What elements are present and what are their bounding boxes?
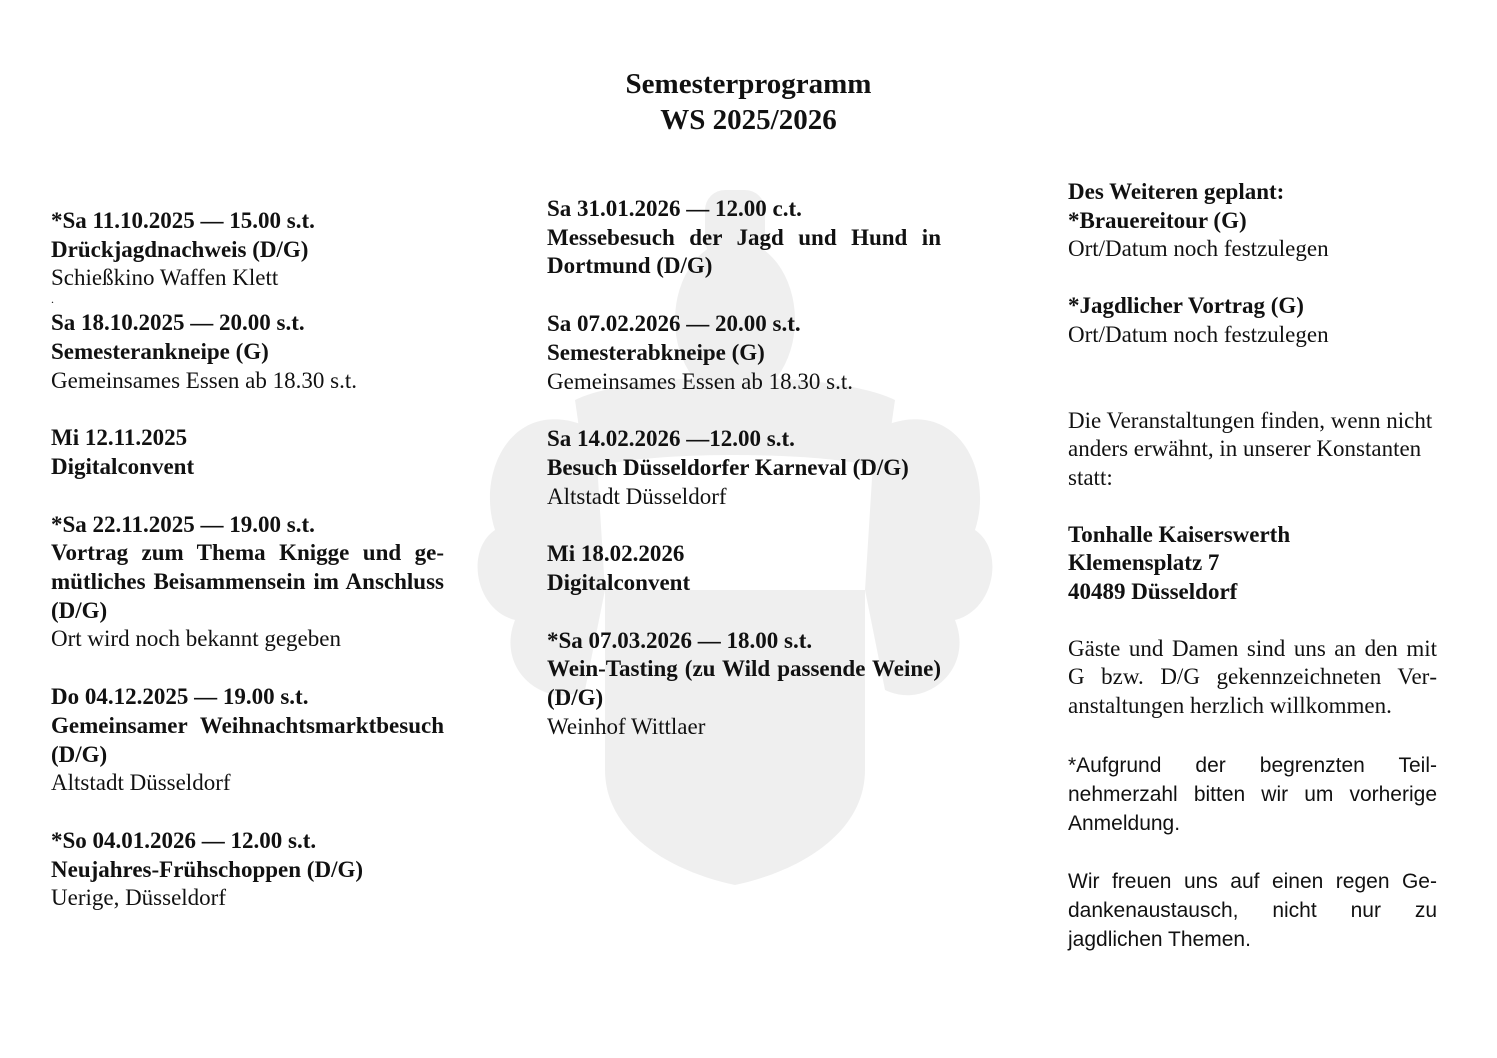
event-title: Neujahres-Frühschoppen (D/G) (51, 856, 364, 882)
event-location: Altstadt Düsseldorf (51, 770, 231, 796)
planned-title: *Jagdlicher Vortrag (G) (1068, 293, 1304, 319)
event-title: Messebesuch der Jagd und Hund in Dortmund (D/G) (547, 224, 941, 279)
event-location: Schießkino Waffen Klett (51, 265, 279, 291)
planned-title: *Brauereitour (G) (1068, 207, 1247, 233)
event-title: Drückjagdnachweis (D/G) (51, 236, 309, 262)
info-column-right (1068, 178, 1437, 954)
event-date: *Sa 07.03.2026 — 18.00 s.t. (547, 627, 813, 653)
event-title: Digitalconvent (547, 570, 691, 596)
registration-note: *Aufgrund der begrenzten Teilnehmerzahl bitten wir um vorherige Anmeldung. (1068, 753, 1437, 835)
venue-street: Klemensplatz 7 (1068, 550, 1220, 576)
page-title: Semesterprogramm (625, 68, 872, 100)
venue-name: Tonhalle Kaiserswerth (1068, 521, 1291, 547)
planned-location: Ort/Datum noch festzulegen (1068, 236, 1329, 262)
event-location: Ort wird noch bekannt gegeben (51, 626, 341, 652)
event-location: Weinhof Wittlaer (547, 713, 706, 739)
event-date: Sa 07.02.2026 — 20.00 s.t. (547, 311, 801, 337)
separator-dot: . (51, 292, 54, 307)
event-title: Semesterabkneipe (G) (547, 339, 765, 365)
closing-note: Wir freuen uns auf einen regen Gedankenaustausch, nicht nur zu jagdlichen Themen. (1068, 869, 1437, 951)
event-location: Altstadt Düsseldorf (547, 483, 727, 509)
event-location: Gemeinsames Essen ab 18.30 s.t. (547, 368, 853, 394)
guests-note: Gäste und Damen sind uns an den mit G bzw. D/G gekennzeichneten Veranstaltungen herzlich willkommen. (1068, 635, 1437, 719)
planned-heading: Des Weiteren geplant: (1068, 179, 1285, 204)
event-title: Vortrag zum Thema Knigge und gemütliches Beisammensein im Anschluss (D/G) (51, 540, 444, 623)
event-date: Sa 14.02.2026 —12.00 s.t. (547, 426, 795, 452)
event-title: Besuch Düsseldorfer Karneval (D/G) (547, 454, 909, 480)
planned-location: Ort/Datum noch festzulegen (1068, 321, 1329, 347)
event-date: Sa 18.10.2025 — 20.00 s.t. (51, 310, 305, 336)
event-title: Digitalconvent (51, 453, 195, 479)
events-column-middle (547, 195, 941, 742)
event-date: Mi 12.11.2025 (51, 425, 188, 451)
event-location: Uerige, Düsseldorf (51, 885, 227, 911)
event-location: Gemeinsames Essen ab 18.30 s.t. (51, 367, 357, 393)
event-date: Do 04.12.2025 — 19.00 s.t. (51, 684, 309, 710)
event-title: Semesterankneipe (G) (51, 338, 269, 364)
venue-note: Die Veranstaltungen finden, wenn nicht anders erwähnt, in unserer Konstanten statt: (1068, 407, 1433, 490)
venue-city: 40489 Düsseldorf (1068, 579, 1238, 605)
event-date: *Sa 11.10.2025 — 15.00 s.t. (51, 208, 315, 233)
event-title: Gemeinsamer Weihnachtsmarktbesuch (D/G) (51, 712, 444, 767)
event-date: Sa 31.01.2026 — 12.00 c.t. (547, 196, 802, 221)
event-date: *So 04.01.2026 — 12.00 s.t. (51, 827, 317, 853)
event-date: *Sa 22.11.2025 — 19.00 s.t. (51, 511, 315, 537)
event-title: Wein-Tasting (zu Wild passende Weine) (D/G) (547, 656, 941, 711)
events-column-left (51, 207, 444, 913)
page-subtitle: WS 2025/2026 (660, 104, 837, 136)
event-date: Mi 18.02.2026 (547, 541, 685, 567)
